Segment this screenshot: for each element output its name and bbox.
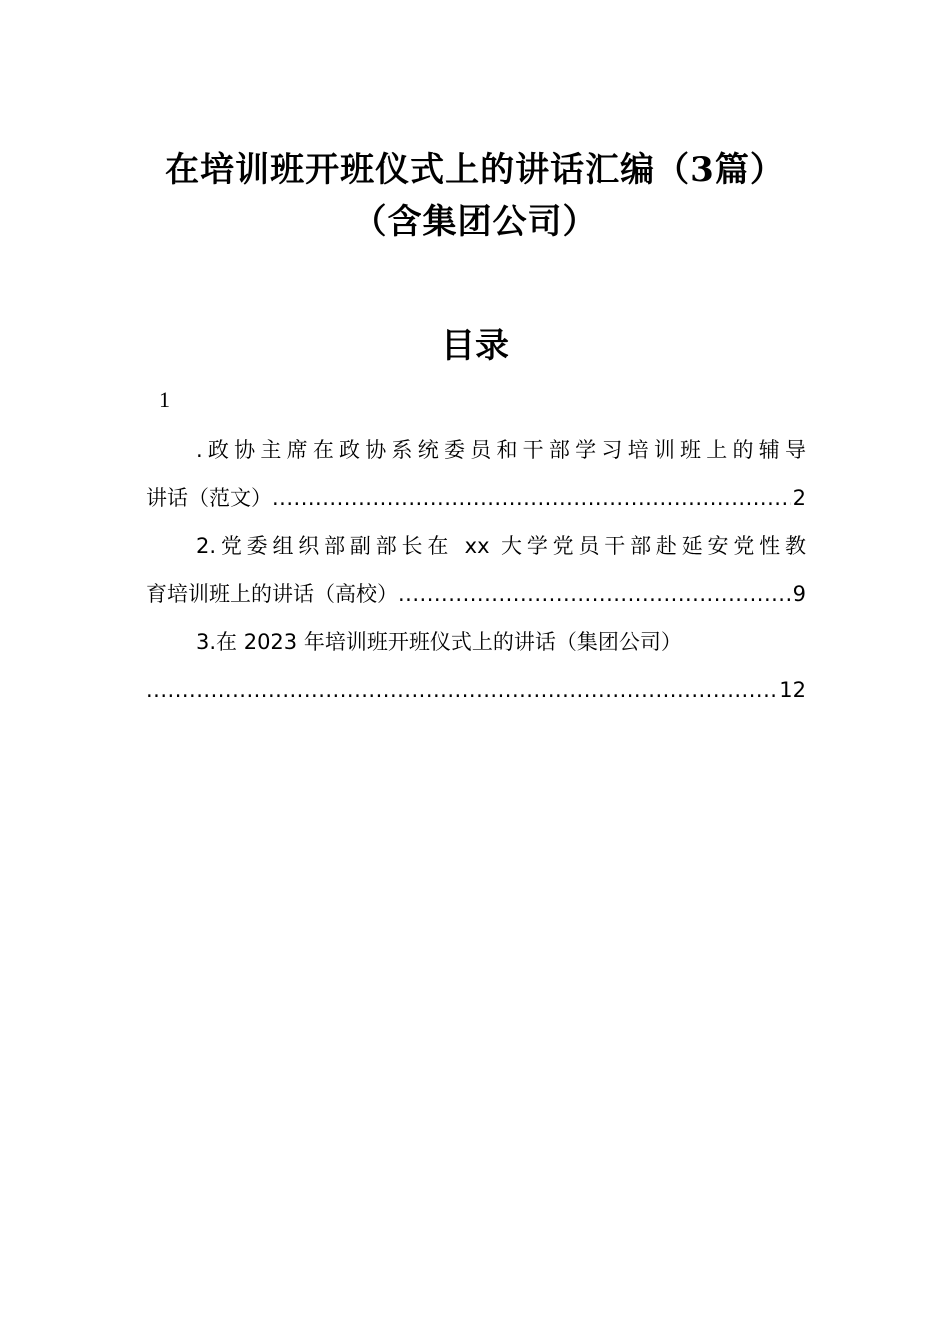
- dot-leader: [272, 474, 791, 522]
- document-title-line-2: （含集团公司）: [352, 202, 598, 242]
- toc-entry-title-tail: 育培训班上的讲话（高校）: [146, 582, 398, 606]
- toc-entry[interactable]: [146, 618, 806, 714]
- toc-entry-title: 3.在 2023 年培训班开班仪式上的讲话（集团公司）: [196, 630, 682, 654]
- toc-entry-continuation: [146, 474, 806, 522]
- toc-entry-title: .政协主席在政协系统委员和干部学习培训班上的辅导: [196, 438, 806, 462]
- document-title-line-1: 在培训班开班仪式上的讲话汇编（3篇）: [165, 150, 785, 190]
- toc-entry-title: 2.党委组织部副部长在 xx 大学党员干部赴延安党性教: [196, 534, 806, 558]
- toc-entry-continuation: [146, 570, 806, 618]
- dot-leader: [146, 666, 777, 714]
- toc-page-number: 9: [792, 582, 806, 606]
- toc-heading: 目录: [441, 326, 509, 366]
- toc-page-number: 12: [779, 678, 806, 702]
- toc-page-number: 2: [792, 486, 806, 510]
- toc-entry[interactable]: [146, 522, 806, 618]
- toc-entry-continuation: [146, 666, 806, 714]
- toc-entry-title-tail: 讲话（范文）: [146, 486, 272, 510]
- stray-number: 1: [159, 387, 170, 412]
- toc-entry[interactable]: [146, 426, 806, 522]
- dot-leader: [398, 570, 791, 618]
- table-of-contents: [146, 426, 806, 714]
